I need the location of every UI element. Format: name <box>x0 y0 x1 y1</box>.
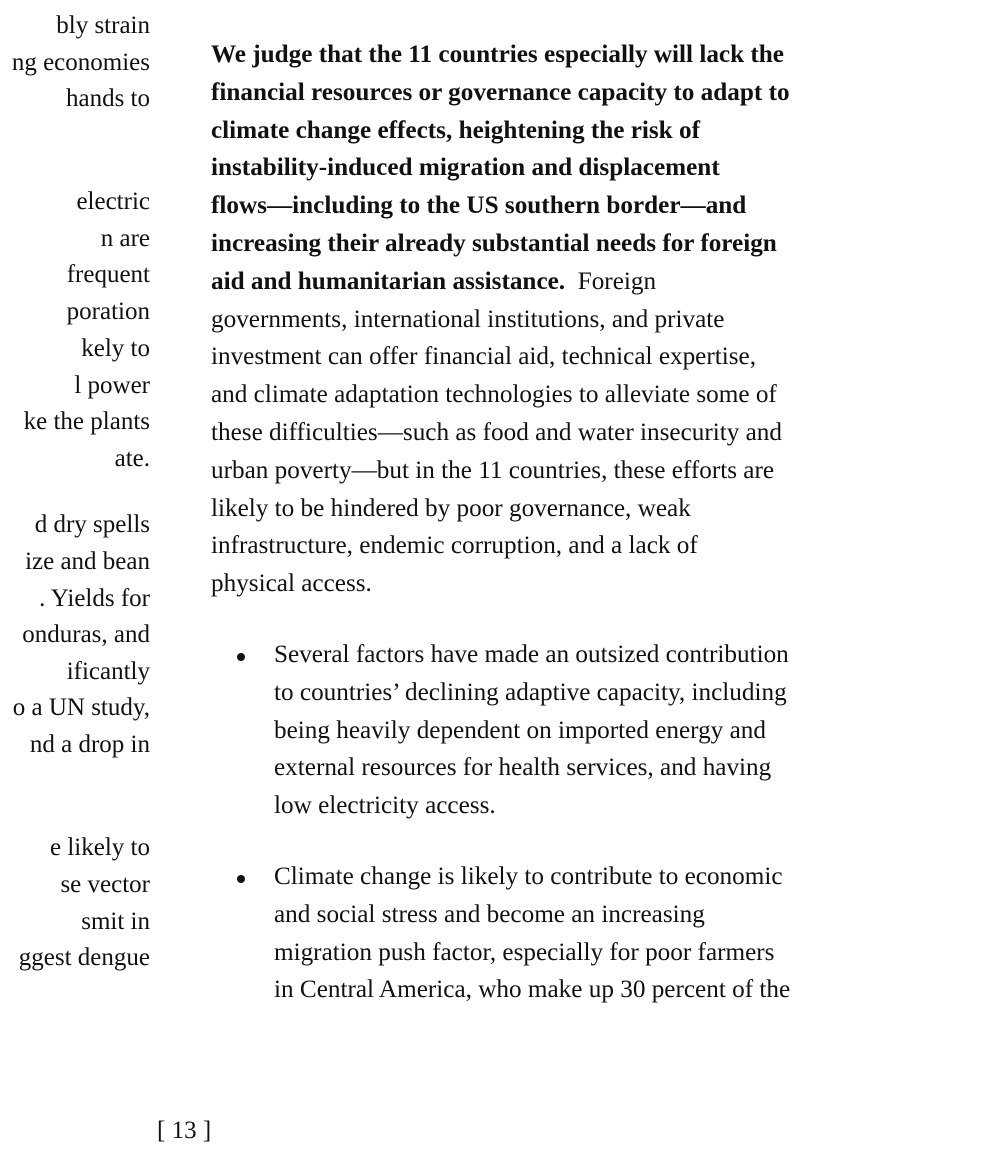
left-line: ggest dengue <box>18 944 150 971</box>
left-line: ize and bean <box>25 548 150 575</box>
regular-line: governments, international institutions, and private <box>211 305 725 333</box>
left-line: e likely to <box>50 834 150 861</box>
regular-line: investment can offer financial aid, technical expertise, <box>211 343 757 371</box>
regular-line: likely to be hindered by poor governance, weak <box>211 494 691 522</box>
regular-line: urban poverty—but in the 11 countries, these efforts are <box>211 456 775 484</box>
left-line: bly strain <box>56 12 150 39</box>
bullet-line: being heavily dependent on imported energy and <box>274 716 766 744</box>
bullet-line: in Central America, who make up 30 percent of the <box>274 976 791 1004</box>
bullet-line: Climate change is likely to contribute to economic <box>274 862 783 890</box>
bullet-item <box>211 858 911 1009</box>
bullet-line: Several factors have made an outsized contribution <box>274 640 789 668</box>
bold-line: We judge that the 11 countries especially will lack the <box>211 41 784 68</box>
left-line: . Yields for <box>39 585 150 612</box>
regular-line: and climate adaptation technologies to alleviate some of <box>211 381 777 409</box>
left-line: d dry spells <box>34 511 150 538</box>
left-line: o a UN study, <box>12 694 150 721</box>
left-line: smit in <box>81 908 150 935</box>
bullet-line: external resources for health services, and having <box>274 754 772 782</box>
left-column-text <box>0 0 190 1000</box>
regular-line: these difficulties—such as food and water insecurity and <box>211 418 782 446</box>
regular-text: Foreign <box>577 267 657 295</box>
left-line: ificantly <box>66 658 150 685</box>
key-judgment-paragraph <box>211 36 911 603</box>
left-line: nd a drop in <box>29 731 150 758</box>
left-line: kely to <box>81 335 150 362</box>
left-line: frequent <box>66 261 150 288</box>
left-line: ng economies <box>11 49 150 76</box>
bold-line: flows—including to the US southern border—and <box>211 192 747 220</box>
left-line: ate. <box>114 445 150 472</box>
left-line: electric <box>76 188 150 215</box>
bullet-list <box>211 636 911 1009</box>
bullet-line: low electricity access. <box>274 792 496 820</box>
regular-line: physical access. <box>211 570 372 598</box>
bullet-item <box>211 636 911 825</box>
bold-line: financial resources or governance capacity to adapt to <box>211 78 790 106</box>
left-line: l power <box>74 372 150 399</box>
bullet-dot-icon <box>237 653 245 661</box>
bullet-dot-icon <box>237 875 245 883</box>
regular-line: infrastructure, endemic corruption, and a lack of <box>211 532 698 560</box>
left-line: n are <box>100 225 150 252</box>
left-line: se vector <box>60 871 150 898</box>
left-line: ke the plants <box>23 408 150 435</box>
bold-line: instability-induced migration and displacement <box>211 154 720 182</box>
left-line: onduras, and <box>22 621 150 648</box>
bold-line: aid and humanitarian assistance. <box>211 267 566 295</box>
bullet-line: to countries’ declining adaptive capacity, including <box>274 678 787 706</box>
page-number: [ 13 ] <box>157 1117 212 1144</box>
bullet-line: migration push factor, especially for poor farmers <box>274 938 775 966</box>
bullet-line: and social stress and become an increasing <box>274 900 705 928</box>
bold-line: climate change effects, heightening the risk of <box>211 116 700 144</box>
main-column <box>211 36 911 1009</box>
left-line: poration <box>66 298 150 325</box>
left-line: hands to <box>65 85 150 112</box>
mixed-line <box>211 263 911 301</box>
bold-line: increasing their already substantial needs for foreign <box>211 229 777 257</box>
